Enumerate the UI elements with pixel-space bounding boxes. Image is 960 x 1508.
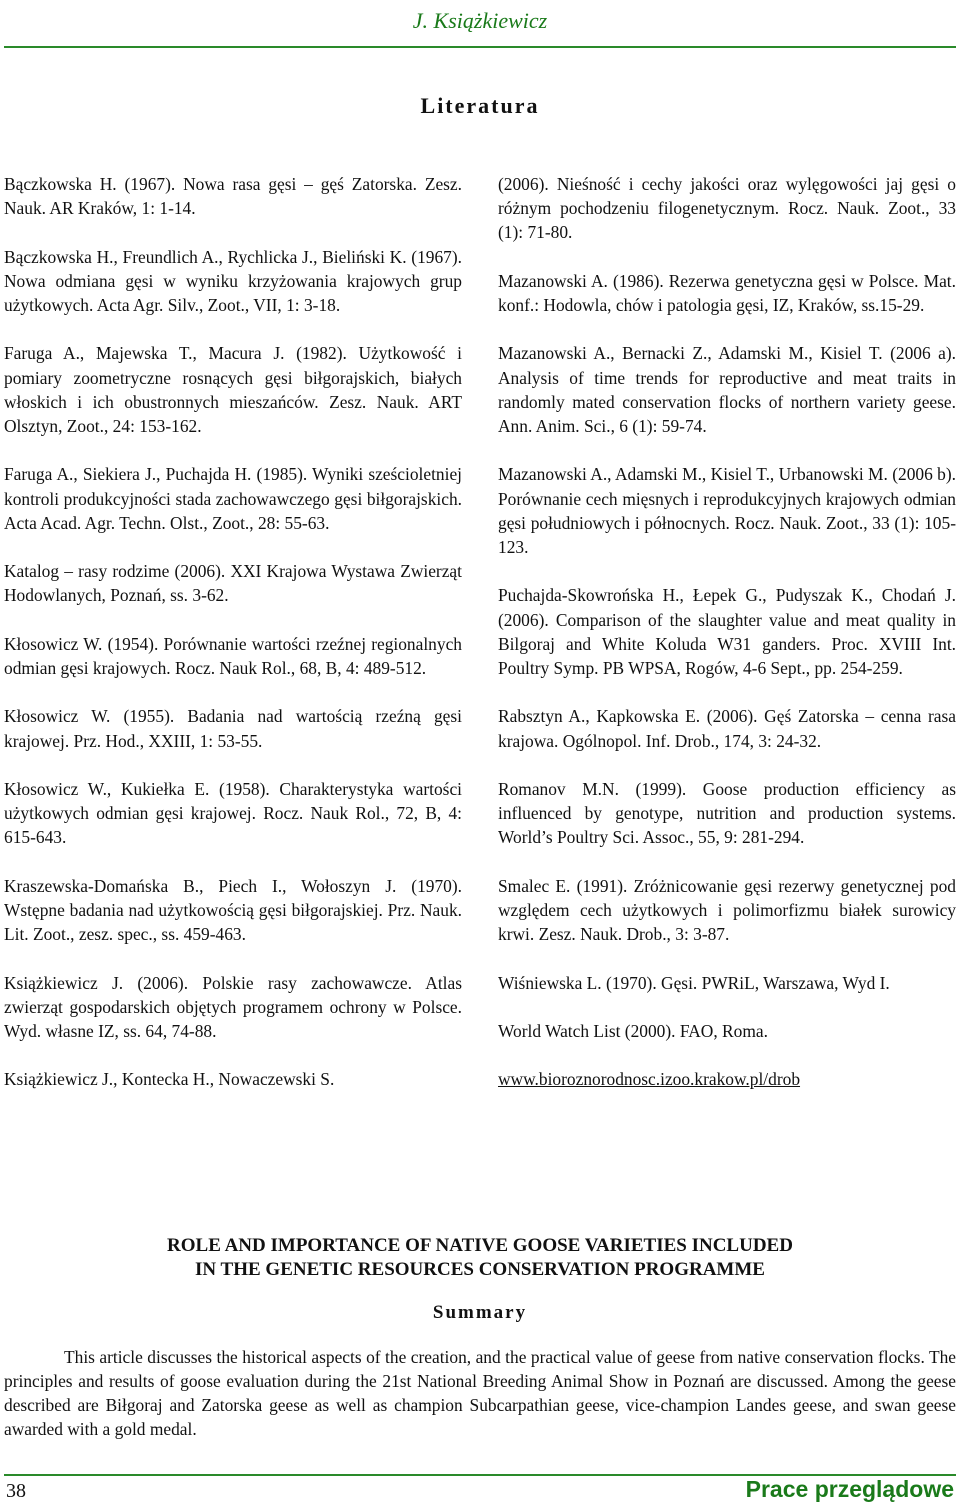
references-right-column (498, 172, 956, 1092)
reference-item: Bączkowska H. (1967). Nowa rasa gęsi – gęś Zatorska. Zesz. Nauk. AR Kraków, 1: 1-14. (4, 174, 462, 219)
reference-item: Kłosowicz W., Kukiełka E. (1958). Charakterystyka wartości użytkowych odmian gęsi krajowej. Rocz. Nauk Rol., 72, B, 4: 615-643. (4, 778, 462, 848)
reference-item: Kłosowicz W. (1954). Porównanie wartości rzeźnej regionalnych odmian gęsi krajowych. Rocz. Nauk Rol., 68, B, 4: 489-512. (4, 633, 462, 678)
reference-item: Romanov M.N. (1999). Goose production efficiency as influenced by genotype, nutrition and production systems. World’s Poultry Sci. Assoc., 55, 9: 281-294. (498, 778, 956, 848)
header-divider (4, 46, 956, 48)
reference-item: Mazanowski A., Adamski M., Kisiel T., Urbanowski M. (2006 b). Porównanie cech mięsnych i reprodukcyjnych krajowych odmian gęsi południowych i północnych. Rocz. Nauk. Zoot., 33 (1): 105-123. (498, 464, 956, 557)
reference-url[interactable]: www.bioroznorodnosc.izoo.krakow.pl/drob (498, 1069, 801, 1090)
literature-heading: Literatura (420, 93, 540, 118)
summary-body (4, 1345, 956, 1441)
reference-item: World Watch List (2000). FAO, Roma. (498, 1020, 768, 1041)
english-title-line: IN THE GENETIC RESOURCES CONSERVATION PROGRAMME (195, 1259, 765, 1280)
reference-item: Faruga A., Majewska T., Macura J. (1982). Użytkowość i pomiary zoometryczne rosnących gęsi biłgorajskich, białych włoskich i ich obustronnych mieszańców. Zesz. Nauk. ART Olsztyn, Zoot., 24: 153-162. (4, 343, 462, 436)
reference-item: Katalog – rasy rodzime (2006). XXI Krajowa Wystawa Zwierząt Hodowlanych, Poznań, ss. 3-62. (4, 561, 462, 606)
reference-item: Rabsztyn A., Kapkowska E. (2006). Gęś Zatorska – cenna rasa krajowa. Ogólnopol. Inf. Drob., 174, 3: 24-32. (498, 706, 956, 751)
english-title-line: ROLE AND IMPORTANCE OF NATIVE GOOSE VARIETIES INCLUDED (167, 1235, 793, 1256)
reference-item: Kłosowicz W. (1955). Badania nad wartością rzeźną gęsi krajowej. Prz. Hod., XXIII, 1: 53-55. (4, 706, 462, 751)
references-left-column (4, 172, 462, 1092)
reference-item: Puchajda-Skowrońska H., Łepek G., Pudyszak K., Chodań J. (2006). Comparison of the slaughter value and meat quality in Bilgoraj and White Koluda W31 ganders. Proc. XVIII Int. Poultry Symp. PB WPSA, Rogów, 4-6 Sept., pp. 254-259. (498, 585, 956, 678)
reference-item: Książkiewicz J. (2006). Polskie rasy zachowawcze. Atlas zwierząt gospodarskich objętych programem ochrony w Polsce. Wyd. własne IZ, ss. 64, 74-88. (4, 972, 462, 1041)
summary-heading: Summary (432, 1302, 528, 1323)
reference-item: Mazanowski A., Bernacki Z., Adamski M., Kisiel T. (2006 a). Analysis of time trends for reproductive and meat traits in randomly mated conservation flocks of northern variety geese. Ann. Anim. Sci., 6 (1): 59-74. (498, 343, 956, 436)
reference-item: Faruga A., Siekiera J., Puchajda H. (1985). Wyniki sześcioletniej kontroli produkcyjności stada zachowawczego gęsi biłgorajskich. Acta Acad. Agr. Techn. Olst., Zoot., 28: 55-63. (4, 464, 462, 533)
footer-section-label: Prace przeglądowe (745, 1476, 954, 1502)
reference-item: (2006). Nieśność i cechy jakości oraz wylęgowości jaj gęsi o różnym pochodzeniu filogenetycznym. Rocz. Nauk. Zoot., 33 (1): 71-80. (498, 174, 956, 243)
reference-item: Kraszewska-Domańska B., Piech I., Wołoszyn J. (1970). Wstępne badania nad użytkowością gęsi biłgorajskiej. Prz. Nauk. Lit. Zoot., zesz. spec., ss. 459-463. (4, 875, 462, 945)
english-title (0, 1234, 960, 1282)
running-header-author: J. Książkiewicz (412, 8, 548, 33)
summary-paragraph: This article discusses the historical aspects of the creation, and the practical value of geese from native conservation flocks. The principles and results of goose evaluation during the 21st National Breeding Animal Show in Poznań are discussed. Among the geese described are Biłgoraj and Zatorska geese as well as champion Subcarpathian geese, vice-champion Landes geese, and swan geese awarded with a gold medal. (4, 1347, 956, 1439)
reference-item: Książkiewicz J., Kontecka H., Nowaczewski S. (4, 1069, 335, 1090)
page-number: 38 (6, 1480, 26, 1502)
reference-item: Wiśniewska L. (1970). Gęsi. PWRiL, Warszawa, Wyd I. (498, 972, 890, 993)
reference-item: Bączkowska H., Freundlich A., Rychlicka J., Bieliński K. (1967). Nowa odmiana gęsi w wyniku krzyżowania krajowych grup użytkowych. Acta Agr. Silv., Zoot., VII, 1: 3-18. (4, 246, 462, 315)
reference-link[interactable] (498, 1067, 956, 1091)
reference-item: Mazanowski A. (1986). Rezerwa genetyczna gęsi w Polsce. Mat. konf.: Hodowla, chów i patologia gęsi, IZ, Kraków, ss.15-29. (498, 270, 956, 315)
reference-item: Smalec E. (1991). Zróżnicowanie gęsi rezerwy genetycznej pod względem cech użytkowych i polimorfizmu białek surowicy krwi. Zesz. Nauk. Drob., 3: 3-87. (498, 875, 956, 945)
